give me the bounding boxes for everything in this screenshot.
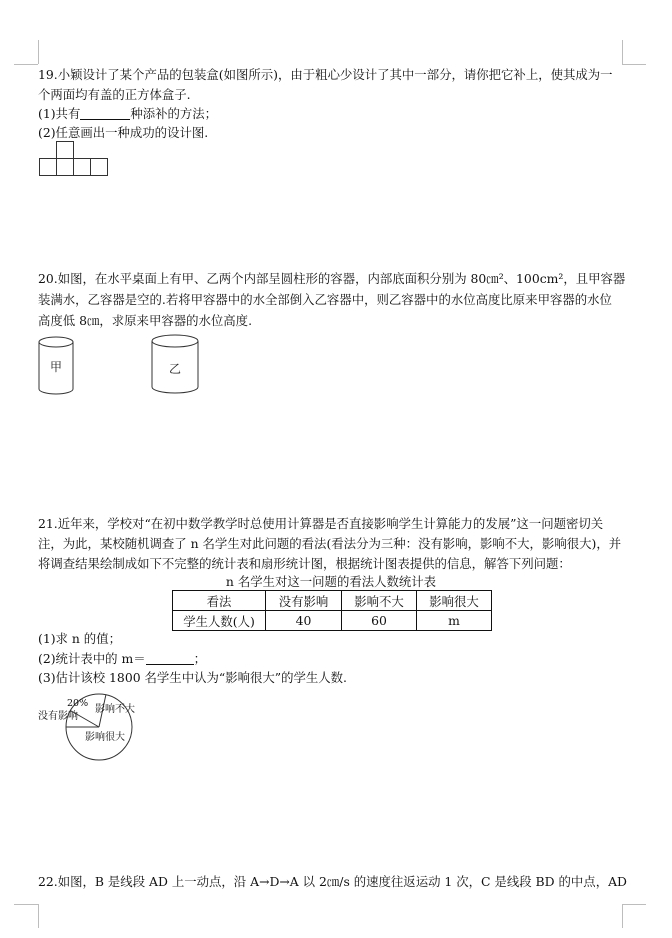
q21-part-1: (1)求 n 的值； <box>38 631 121 646</box>
q21-part-2-prefix: (2)统计表中的 m＝ <box>38 651 146 666</box>
q20-line-1: 20.如图，在水平桌面上有甲、乙两个内部呈圆柱形的容器，内部底面积分别为 80㎝²、100cm²，且甲容器 <box>38 271 626 286</box>
net-square-2 <box>57 159 74 176</box>
q21-line-2: 注，为此，某校随机调查了 n 名学生对此问题的看法(看法分为三种：没有影响，影响不大，影响很大)，并 <box>38 536 622 551</box>
q21-line-1: 21.近年来，学校对“在初中数学教学时总使用计算器是否直接影响学生计算能力的发展”这一问题密切关 <box>38 516 604 531</box>
q21-line-3: 将调查结果绘制成如下不完整的统计表和扇形统计图，根据统计图表提供的信息，解答下列问题： <box>38 556 571 571</box>
net-square-4 <box>91 159 108 176</box>
crop-mark-bottom-right-h <box>622 904 646 905</box>
crop-mark-top-left-v <box>38 40 39 64</box>
q19-part-2: (2)任意画出一种成功的设计图. <box>38 125 209 140</box>
q21-answer-blank[interactable] <box>146 651 194 665</box>
q21-part-3: (3)估计该校 1800 名学生中认为“影响很大”的学生人数. <box>38 670 347 685</box>
net-square-3 <box>74 159 91 176</box>
table-cell: m <box>417 611 492 631</box>
container-jia-label: 甲 <box>49 360 63 374</box>
q19-part-1-suffix: 种添补的方法； <box>130 106 218 121</box>
pie-percent-none: 20% <box>67 698 89 709</box>
container-yi-label: 乙 <box>168 362 182 376</box>
crop-mark-bottom-left-h <box>14 904 38 905</box>
q19-answer-blank[interactable] <box>80 106 130 120</box>
crop-mark-top-right-v <box>622 40 623 64</box>
table-header-cell: 没有影响 <box>266 591 342 611</box>
q21-stats-table <box>172 590 492 631</box>
q19-box-net-figure <box>38 140 112 178</box>
net-square-1 <box>40 159 57 176</box>
table-cell: 40 <box>266 611 342 631</box>
crop-mark-bottom-left-v <box>38 904 39 928</box>
q21-part-2 <box>38 648 634 669</box>
container-yi-figure <box>148 332 204 398</box>
q19-line-1: 19.小颖设计了某个产品的包装盒(如图所示)，由于粗心少设计了其中一部分，请你把它补上，使其成为一 <box>38 67 613 82</box>
q21-table-caption: n 名学生对这一问题的看法人数统计表 <box>225 574 437 589</box>
q21-part-2-suffix: ； <box>193 651 206 666</box>
q21-pie-chart <box>36 692 148 762</box>
q20-line-3: 高度低 8㎝，求原来甲容器的水位高度. <box>38 313 253 328</box>
table-header-cell: 影响很大 <box>417 591 492 611</box>
pie-label-none: 没有影响 <box>38 711 78 722</box>
crop-mark-top-left-h <box>14 64 38 65</box>
q22-line-1: 22.如图，B 是线段 AD 上一动点，沿 A→D→A 以 2㎝/s 的速度往返运动 1 次，C 是线段 BD 的中点，AD <box>38 874 627 889</box>
container-jia-figure <box>36 334 78 398</box>
q19-line-2: 个两面均有盖的正方体盒子. <box>38 87 191 102</box>
pie-label-small: 影响不大 <box>95 704 135 715</box>
q19-part-1-prefix: (1)共有 <box>38 106 81 121</box>
q20-line-2: 装满水，乙容器是空的.若将甲容器中的水全部倒入乙容器中，则乙容器中的水位高度比原来甲容器的水位 <box>38 292 612 307</box>
table-cell: 学生人数(人) <box>173 611 266 631</box>
table-header-row <box>173 591 492 611</box>
table-header-cell: 影响不大 <box>342 591 417 611</box>
crop-mark-bottom-right-v <box>622 904 623 928</box>
table-header-cell: 看法 <box>173 591 266 611</box>
net-square-top <box>57 142 74 159</box>
q19-part-1 <box>38 103 634 124</box>
table-cell: 60 <box>342 611 417 631</box>
pie-label-big: 影响很大 <box>85 732 125 743</box>
